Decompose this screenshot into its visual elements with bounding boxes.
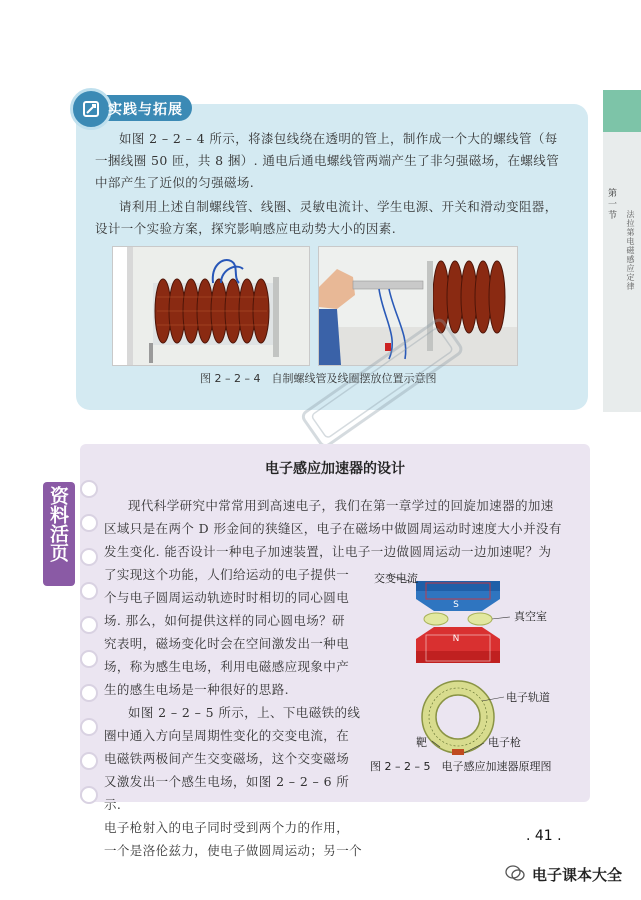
text-line: 电磁铁两极间产生交变磁场，这个交变磁场 <box>104 751 350 766</box>
text-line: 请利用上述自制螺线管、线圈、灵敏电流计、学生电源、开关和滑动变阻器， <box>119 199 558 214</box>
pole-n-label: N <box>452 634 460 644</box>
text-line: 现代科学研究中常常用到高速电子，我们在第一章学过的回旋加速器的加速 <box>128 498 554 513</box>
text-line: 设计一个实验方案，探究影响感应电动势大小的因素. <box>95 221 397 236</box>
binder-ring <box>80 752 98 770</box>
practice-paragraph-2 <box>95 196 575 240</box>
binder-ring <box>80 718 98 736</box>
text-line: 圈中通入方向呈周期性变化的交变电流，在 <box>104 728 350 743</box>
practice-icon <box>70 88 112 130</box>
binder-ring <box>80 650 98 668</box>
text-line: 场. 那么，如何提供这样的同心圆电场？研 <box>104 613 345 628</box>
text-line: 如图 2 – 2 – 4 所示，将漆包线绕在透明的管上，制作成一个大的螺线管（每 <box>119 131 558 146</box>
section-label: 第一节 <box>606 188 616 221</box>
text-line: 场，称为感生电场，利用电磁感应现象中产 <box>104 659 350 674</box>
binder-ring <box>80 514 98 532</box>
binder-ring <box>80 480 98 498</box>
watermark-text: 电子课本大全 <box>532 866 623 884</box>
figure-2-2-4-caption: 图 2 – 2 – 4 自制螺线管及线圈摆放位置示意图 <box>200 372 437 385</box>
wechat-icon <box>505 864 525 882</box>
text-line: 生的感生电场是一种很好的思路. <box>104 682 289 697</box>
page-number: . 41 . <box>526 828 562 844</box>
binder-ring <box>80 786 98 804</box>
text-line: 又激发出一个感生电场，如图 2 – 2 – 6 所示. <box>104 774 350 812</box>
text-line: 究表明，磁场变化时会在空间激发出一种电 <box>104 636 350 651</box>
label-vacuum-chamber: 真空室 <box>514 610 547 623</box>
text-line: 区域只是在两个 D 形金间的狭缝区，电子在磁场中做圆周运动时速度大小并没有 <box>104 521 562 536</box>
text-line: 了实现这个功能，人们给运动的电子提供一 <box>104 567 350 582</box>
betatron-diagram <box>370 565 578 765</box>
pole-s-label: S <box>453 600 459 610</box>
figure-2-2-5-caption: 图 2 – 2 – 5 电子感应加速器原理图 <box>370 760 552 773</box>
label-ac-current: 交变电流 <box>374 572 418 585</box>
label-electron-orbit: 电子轨道 <box>506 691 550 704</box>
watermark-stamp <box>280 312 490 462</box>
activity-title: 电子感应加速器的设计 <box>265 461 405 477</box>
chapter-tab <box>603 90 641 132</box>
binder-ring <box>80 582 98 600</box>
label-target: 靶 <box>416 736 427 749</box>
text-line: 一捆线圈 50 匝，共 8 捆）. 通电后通电螺线管两端产生了非匀强磁场，在螺线管 <box>95 153 560 168</box>
text-line: 如图 2 – 2 – 5 所示，上、下电磁铁的线 <box>128 705 361 720</box>
binder-ring <box>80 684 98 702</box>
activity-body <box>104 563 366 862</box>
binder-ring <box>80 616 98 634</box>
activity-label: 资料活页 <box>47 486 69 562</box>
practice-label: 实践与拓展 <box>108 102 183 118</box>
practice-paragraph-1 <box>95 128 575 194</box>
activity-intro <box>104 494 578 563</box>
text-line: 发生变化. 能否设计一种电子加速装置，让电子一边做圆周运动一边加速呢？为 <box>104 544 552 559</box>
text-line: 个与电子圆周运动轨迹时时相切的同心圆电 <box>104 590 350 605</box>
chapter-title: 法拉第电磁感应定律 <box>626 210 635 291</box>
binder-ring <box>80 548 98 566</box>
text-line: 一个是洛伦兹力，使电子做圆周运动；另一个 <box>104 843 363 858</box>
text-line: 中部产生了近似的匀强磁场. <box>95 175 255 190</box>
text-line: 电子枪射入的电子同时受到两个力的作用， <box>104 820 350 835</box>
label-electron-gun: 电子枪 <box>488 736 521 749</box>
